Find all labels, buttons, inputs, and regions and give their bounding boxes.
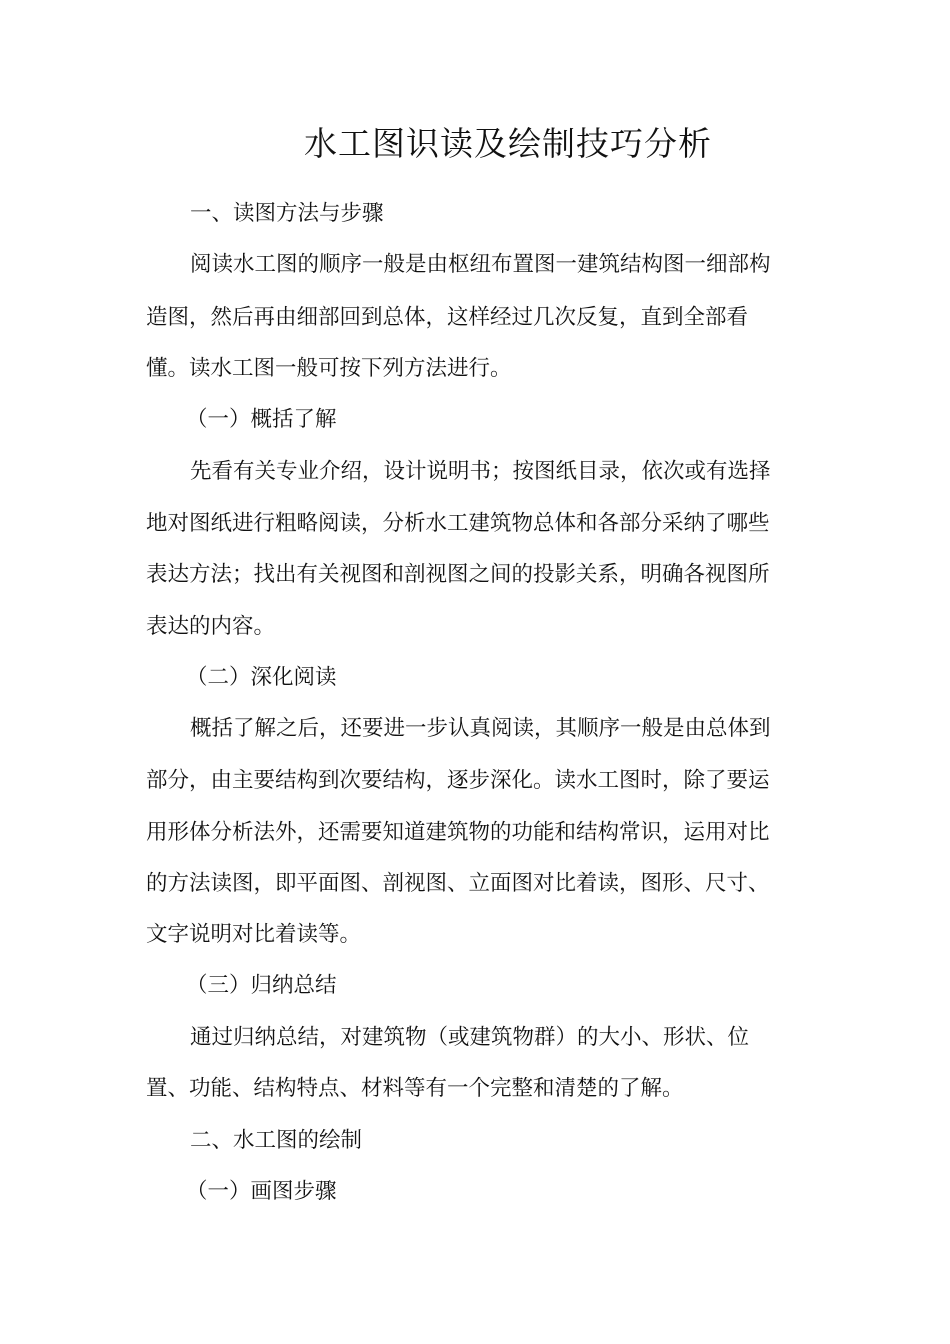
paragraph-line: 阅读水工图的顺序一般是由枢纽布置图一建筑结构图一细部构: [190, 252, 771, 277]
section-heading-1: 一、读图方法与步骤: [190, 201, 384, 226]
paragraph-line: 概括了解之后，还要进一步认真阅读，其顺序一般是由总体到: [190, 716, 771, 741]
paragraph-line: 用形体分析法外，还需要知道建筑物的功能和结构常识，运用对比: [146, 820, 770, 845]
paragraph-line: 表达方法；找出有关视图和剖视图之间的投影关系，明确各视图所: [146, 562, 770, 587]
section-heading-2: 二、水工图的绘制: [190, 1128, 363, 1153]
paragraph-line: 先看有关专业介绍，设计说明书；按图纸目录，依次或有选择: [190, 459, 771, 484]
subsection-heading-1-2: （二）深化阅读: [186, 665, 337, 690]
paragraph-line: 文字说明对比着读等。: [146, 922, 362, 947]
document-title: 水工图识读及绘制技巧分析: [304, 124, 712, 163]
paragraph-line: 懂。读水工图一般可按下列方法进行。: [146, 356, 512, 381]
paragraph-line: 部分，由主要结构到次要结构，逐步深化。读水工图时，除了要运: [146, 768, 770, 793]
paragraph-line: 造图，然后再由细部回到总体，这样经过几次反复，直到全部看: [146, 305, 749, 330]
paragraph-line: 的方法读图，即平面图、剖视图、立面图对比着读，图形、尺寸、: [146, 871, 770, 896]
paragraph-line: 置、功能、结构特点、材料等有一个完整和清楚的了解。: [146, 1076, 684, 1101]
subsection-heading-2-1: （一）画图步骤: [186, 1179, 337, 1204]
subsection-heading-1-3: （三）归纳总结: [186, 973, 337, 998]
subsection-heading-1-1: （一）概括了解: [186, 407, 337, 432]
paragraph-line: 表达的内容。: [146, 614, 276, 639]
paragraph-line: 地对图纸进行粗略阅读，分析水工建筑物总体和各部分采纳了哪些: [146, 511, 770, 536]
paragraph-line: 通过归纳总结，对建筑物（或建筑物群）的大小、形状、位: [190, 1025, 750, 1050]
